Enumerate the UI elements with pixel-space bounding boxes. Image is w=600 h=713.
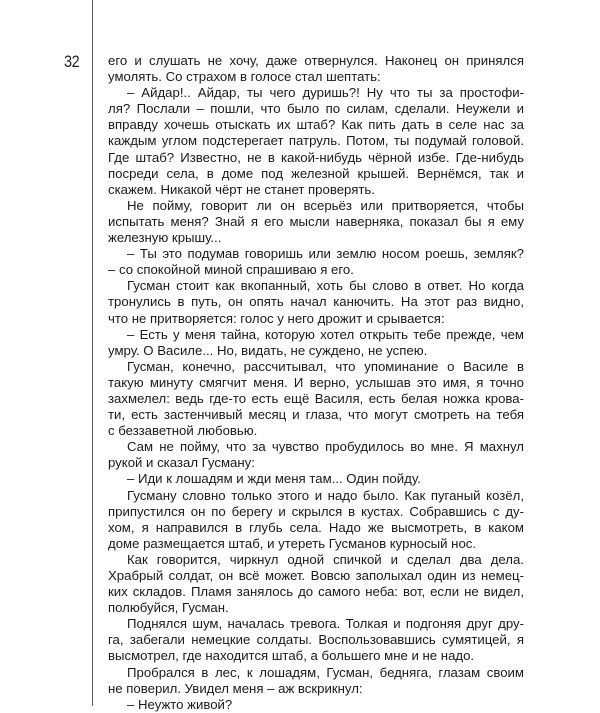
- text-line: Гусману словно только этого и надо было. Как пуганый козёл,: [127, 487, 524, 503]
- text-line: Сам не пойму, что за чувство пробудилось во мне. Я махнул: [127, 439, 524, 455]
- margin-rule: [92, 0, 93, 706]
- text-line: вправду хочешь отыскать их штаб? Как пить дать в селе нас за: [108, 117, 524, 133]
- text-line: не поверил. Увидел меня – аж вскрикнул:: [108, 680, 363, 696]
- text-line: что не притворяется: голос у него дрожит и срывается:: [108, 310, 445, 326]
- text-line: испытать меня? Знай я его мысли наверняка, показал бы я ему: [108, 213, 524, 229]
- text-line: тронулись в путь, он опять начал канючить. На этот раз видно,: [108, 294, 524, 310]
- text-line: доме размещается штаб, и утереть Гусманов курносый нос.: [108, 535, 477, 551]
- text-line: посреди села, в доме под железной крышей. Вернёмся, так и: [108, 165, 524, 181]
- text-line: ля? Послали – пошли, что было по силам, сделали. Неужели и: [108, 101, 524, 117]
- text-line: га, забегали немецкие солдаты. Воспользовавшись сумятицей, я: [108, 632, 524, 648]
- text-line: с беззаветной любовью.: [108, 423, 258, 439]
- text-line: ких складов. Пламя занялось до самого неба: вот, если не видел,: [108, 584, 524, 600]
- text-line: – Неужто живой?: [127, 696, 233, 712]
- text-line: умолять. Со страхом в голосе стал шептать:: [108, 69, 381, 85]
- text-line: припустился он по берегу и скрылся в кустах. Собравшись с ду-: [108, 503, 524, 519]
- text-line: Поднялся шум, началась тревога. Толкая и подгоняя друг дру-: [127, 616, 524, 632]
- text-line: каждым углом подстерегает патруль. Потом, ты подумай головой.: [108, 133, 524, 149]
- text-line: ти, есть застенчивый месяц и глаза, что могут смотреть на тебя: [108, 407, 524, 423]
- text-line: его и слушать не хочу, даже отвернулся. Наконец он принялся: [108, 53, 524, 68]
- text-line: хом, я направился в глубь села. Надо же высмотреть, в каком: [108, 519, 524, 535]
- text-line: Гусман стоит как вкопанный, хоть бы слово в ответ. Но когда: [127, 278, 524, 294]
- text-line: скажем. Никакой чёрт не станет проверять.: [108, 181, 375, 197]
- text-line: – Айдар!.. Айдар, ты чего дуришь?! Ну что ты за простофи-: [127, 85, 524, 101]
- text-line: полюбуйся, Гусман.: [108, 600, 229, 616]
- text-line: Гусман, конечно, рассчитывал, что упоминание о Василе в: [127, 358, 524, 374]
- text-line: – Ты это подумав говоришь или землю носом роешь, земляк?: [127, 246, 524, 262]
- text-line: – Иди к лошадям и жди меня там... Один пойду.: [127, 471, 421, 487]
- text-line: – со спокойной миной спрашиваю я его.: [108, 262, 354, 278]
- page-number: 32: [64, 52, 80, 71]
- page-text: [108, 53, 524, 713]
- text-line: умру. О Василе... Но, видать, не суждено, не успею.: [108, 342, 428, 358]
- text-line: захмелел: ведь где-то есть ещё Василя, есть белая ножка крова-: [108, 390, 524, 406]
- text-line: высмотрел, где находится штаб, а большего мне и не надо.: [108, 648, 475, 664]
- text-line: Где штаб? Известно, не в какой-нибудь чёрной избе. Где-нибудь: [108, 149, 524, 165]
- text-line: рукой и сказал Гусману:: [108, 455, 255, 471]
- text-line: Как говорится, чиркнул одной спичкой и сделал два дела.: [127, 551, 524, 567]
- text-line: – Есть у меня тайна, которую хотел открыть тебе прежде, чем: [127, 326, 524, 342]
- text-line: Храбрый солдат, он всё может. Вовсю заполыхал один из немец-: [108, 568, 524, 583]
- text-line: Пробрался в лес, к лошадям, Гусман, бедняга, глазам своим: [127, 664, 524, 680]
- text-line: Не пойму, говорит ли он всерьёз или притворяется, чтобы: [127, 197, 524, 213]
- text-line: такую минуту смягчит меня. И верно, услышав это имя, я точно: [108, 374, 524, 390]
- text-line: железную крышу...: [108, 230, 222, 246]
